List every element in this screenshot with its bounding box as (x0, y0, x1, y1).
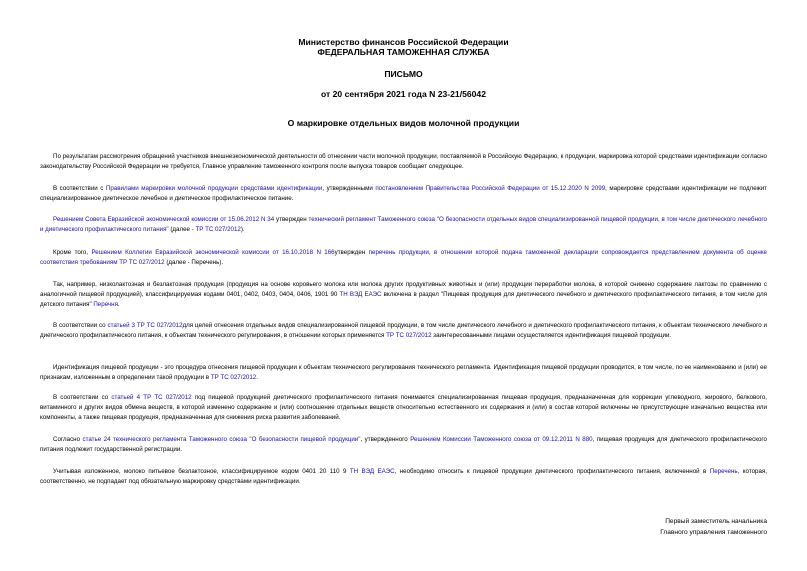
paragraph-text: , которая, соответственно, не подпадает под обязательную маркировку средствами идентификации. (40, 468, 768, 485)
service-name: ФЕДЕРАЛЬНАЯ ТАМОЖЕННАЯ СЛУЖБА (317, 47, 490, 57)
paragraph-2 (40, 184, 767, 204)
paragraph-10 (40, 467, 767, 487)
link-eec-council-decision[interactable]: Решением Совета Евразийской экономической комиссии от 15.06.2012 N 34 (53, 216, 275, 223)
ministry-name: Министерство финансов Российской Федерации (298, 37, 509, 47)
paragraph-text: По результатам рассмотрения обращений участников внешнеэкономической деятельности об отнесении части молочной продукции, поставляемой в Российскую Федерацию, к продукции, маркировка которой средствами идентификации согласно законодательству Российской Федерации не требуется, Главное управление таможенного контроля после выпуска товаров сообщает следующее. (40, 153, 767, 170)
paragraph-text: . (256, 374, 258, 381)
paragraph-text: Учитывая изложенное, молоко питьевое безлактозное, классифицируемое кодом 0401 20 110 9 (53, 468, 350, 475)
document-date-number: от 20 сентября 2021 года N 23-21/56042 (321, 89, 486, 99)
paragraph-6 (40, 321, 767, 341)
paragraph-text: заинтересованными лицами осуществляется идентификация пищевой продукции. (431, 332, 672, 339)
paragraph-text: , необходимо относить к пищевой продукции диетического профилактического питания, включенной в (394, 468, 710, 475)
paragraph-text: (далее - Перечень). (164, 259, 224, 266)
signature-line-1: Первый заместитель начальника (665, 518, 767, 525)
link-government-decree[interactable]: постановлением Правительства Российской Федерации от 15.12.2020 N 2099 (375, 185, 606, 192)
link-technical-regulation[interactable]: технический регламент Таможенного союза "О безопасности отдельных видов специализированной пищевой продукции, в том числе диетического лечебного и диетического профилактического питания" (40, 216, 767, 233)
paragraph-text: В соответствии со (53, 322, 108, 329)
paragraph-text: Идентификация пищевой продукции - это процедура отнесения пищевой продукции к объектам технического регулирования технического регламента. Идентификация пищевой продукции проводится, в том числе, по ее наименованию и (или) ее признакам, изложенным в определении такой продукции в (40, 364, 767, 381)
link-article-3[interactable]: статьей 3 ТР ТС 027/2012 (107, 322, 183, 329)
document-subject: О маркировке отдельных видов молочной продукции (287, 118, 520, 128)
paragraph-text: Согласно (53, 436, 83, 443)
paragraph-text: В соответствии со (53, 394, 112, 401)
link-article-24[interactable]: статье 24 технического регламента Таможенного союза "О безопасности пищевой продукции" (82, 436, 361, 443)
paragraph-4 (40, 248, 767, 268)
link-product-list[interactable]: перечень продукции, в отношении которой подача таможенной декларации сопровождается представлением документа об оценке соответствия требованиям ТР ТС 027/2012 (40, 249, 768, 266)
paragraph-text: утвержден (274, 216, 309, 223)
paragraph-5 (40, 280, 767, 310)
link-tn-ved[interactable]: ТН ВЭД ЕАЭС (339, 291, 382, 298)
paragraph-text: , маркировке средствами идентификации не подлежит специализированное диетическое лечебное и диетическое профилактическое питание. (40, 185, 767, 202)
signature-line-2: Главного управления таможенного (660, 529, 767, 536)
paragraph-text: Кроме того, (53, 249, 92, 256)
paragraph-text: , утвержденными (322, 185, 376, 192)
paragraph-7 (40, 363, 767, 383)
paragraph-text: под пищевой продукцией диетического профилактического питания понимается специализированная пищевая продукция, предназначенная для коррекции углеводного, жирового, белкового, витаминного и других видов обмена веществ, в которой изменено содержание и (или) соотношение отдельных веществ относительно естественного их содержания и (или) в состав которой включены не присутствующие изначально вещества или компоненты, а также пищевая продукция, предназначенная для снижения риска развития заболеваний. (40, 394, 767, 421)
paragraph-text: (далее - (168, 226, 196, 233)
paragraph-text: Так, например, низколактозная и безлактозная продукция (продукция на основе коровьего молока или молока других продуктивных животных и (или) продукции переработки молока, в которой снижено содержание лактозы по сравнению с аналогичной пищевой продукцией), классифицируемая кодами 0401, 0402, 0403, 0404, 0406, 1901 90 (40, 281, 767, 298)
link-list[interactable]: Перечень (709, 468, 738, 475)
link-tn-ved[interactable]: ТН ВЭД ЕАЭС (349, 468, 395, 475)
paragraph-3 (40, 215, 767, 235)
paragraph-9 (40, 435, 767, 455)
paragraph-text: ). (240, 226, 245, 233)
link-tr-ts-027[interactable]: ТР ТС 027/2012 (195, 226, 241, 233)
paragraph-text: В соответствии с (53, 185, 106, 192)
link-marking-rules[interactable]: Правилами маркировки молочной продукции средствами идентификации (105, 185, 323, 192)
paragraph-8 (40, 393, 767, 423)
link-commission-decision[interactable]: Решением Комиссии Таможенного союза от 09.12.2011 N 880 (410, 436, 593, 443)
paragraph-text: , утвержденного (360, 436, 411, 443)
link-eec-board-decision[interactable]: Решением Коллегии Евразийской экономической комиссии от 16.10.2018 N 166 (91, 249, 335, 256)
paragraph-1 (40, 152, 767, 172)
paragraph-text: для целей отнесения отдельных видов специализированной пищевой продукции, в том числе диетического лечебного и диетического профилактического питания, к объектам технического лечебного и диетического профилактического питания, к объектам технического регулирования, в отношении которых применяется (40, 322, 767, 339)
document-type: ПИСЬМО (384, 69, 423, 79)
paragraph-text: включена в раздел "Пищевая продукция для диетического лечебного и диетического профилактического питания, в том числе для детского питания" (40, 291, 768, 308)
link-list[interactable]: Перечня (93, 301, 118, 308)
paragraph-text: утвержден (334, 249, 369, 256)
paragraph-text: , пищевая продукция для диетического профилактического питания подлежит государственной регистрации. (40, 436, 767, 453)
link-tr-ts-027[interactable]: ТР ТС 027/2012 (210, 374, 257, 381)
link-tr-ts-027[interactable]: ТР ТС 027/2012 (386, 332, 432, 339)
paragraph-text: . (117, 301, 120, 308)
link-article-4[interactable]: статьей 4 ТР ТС 027/2012 (111, 394, 192, 401)
